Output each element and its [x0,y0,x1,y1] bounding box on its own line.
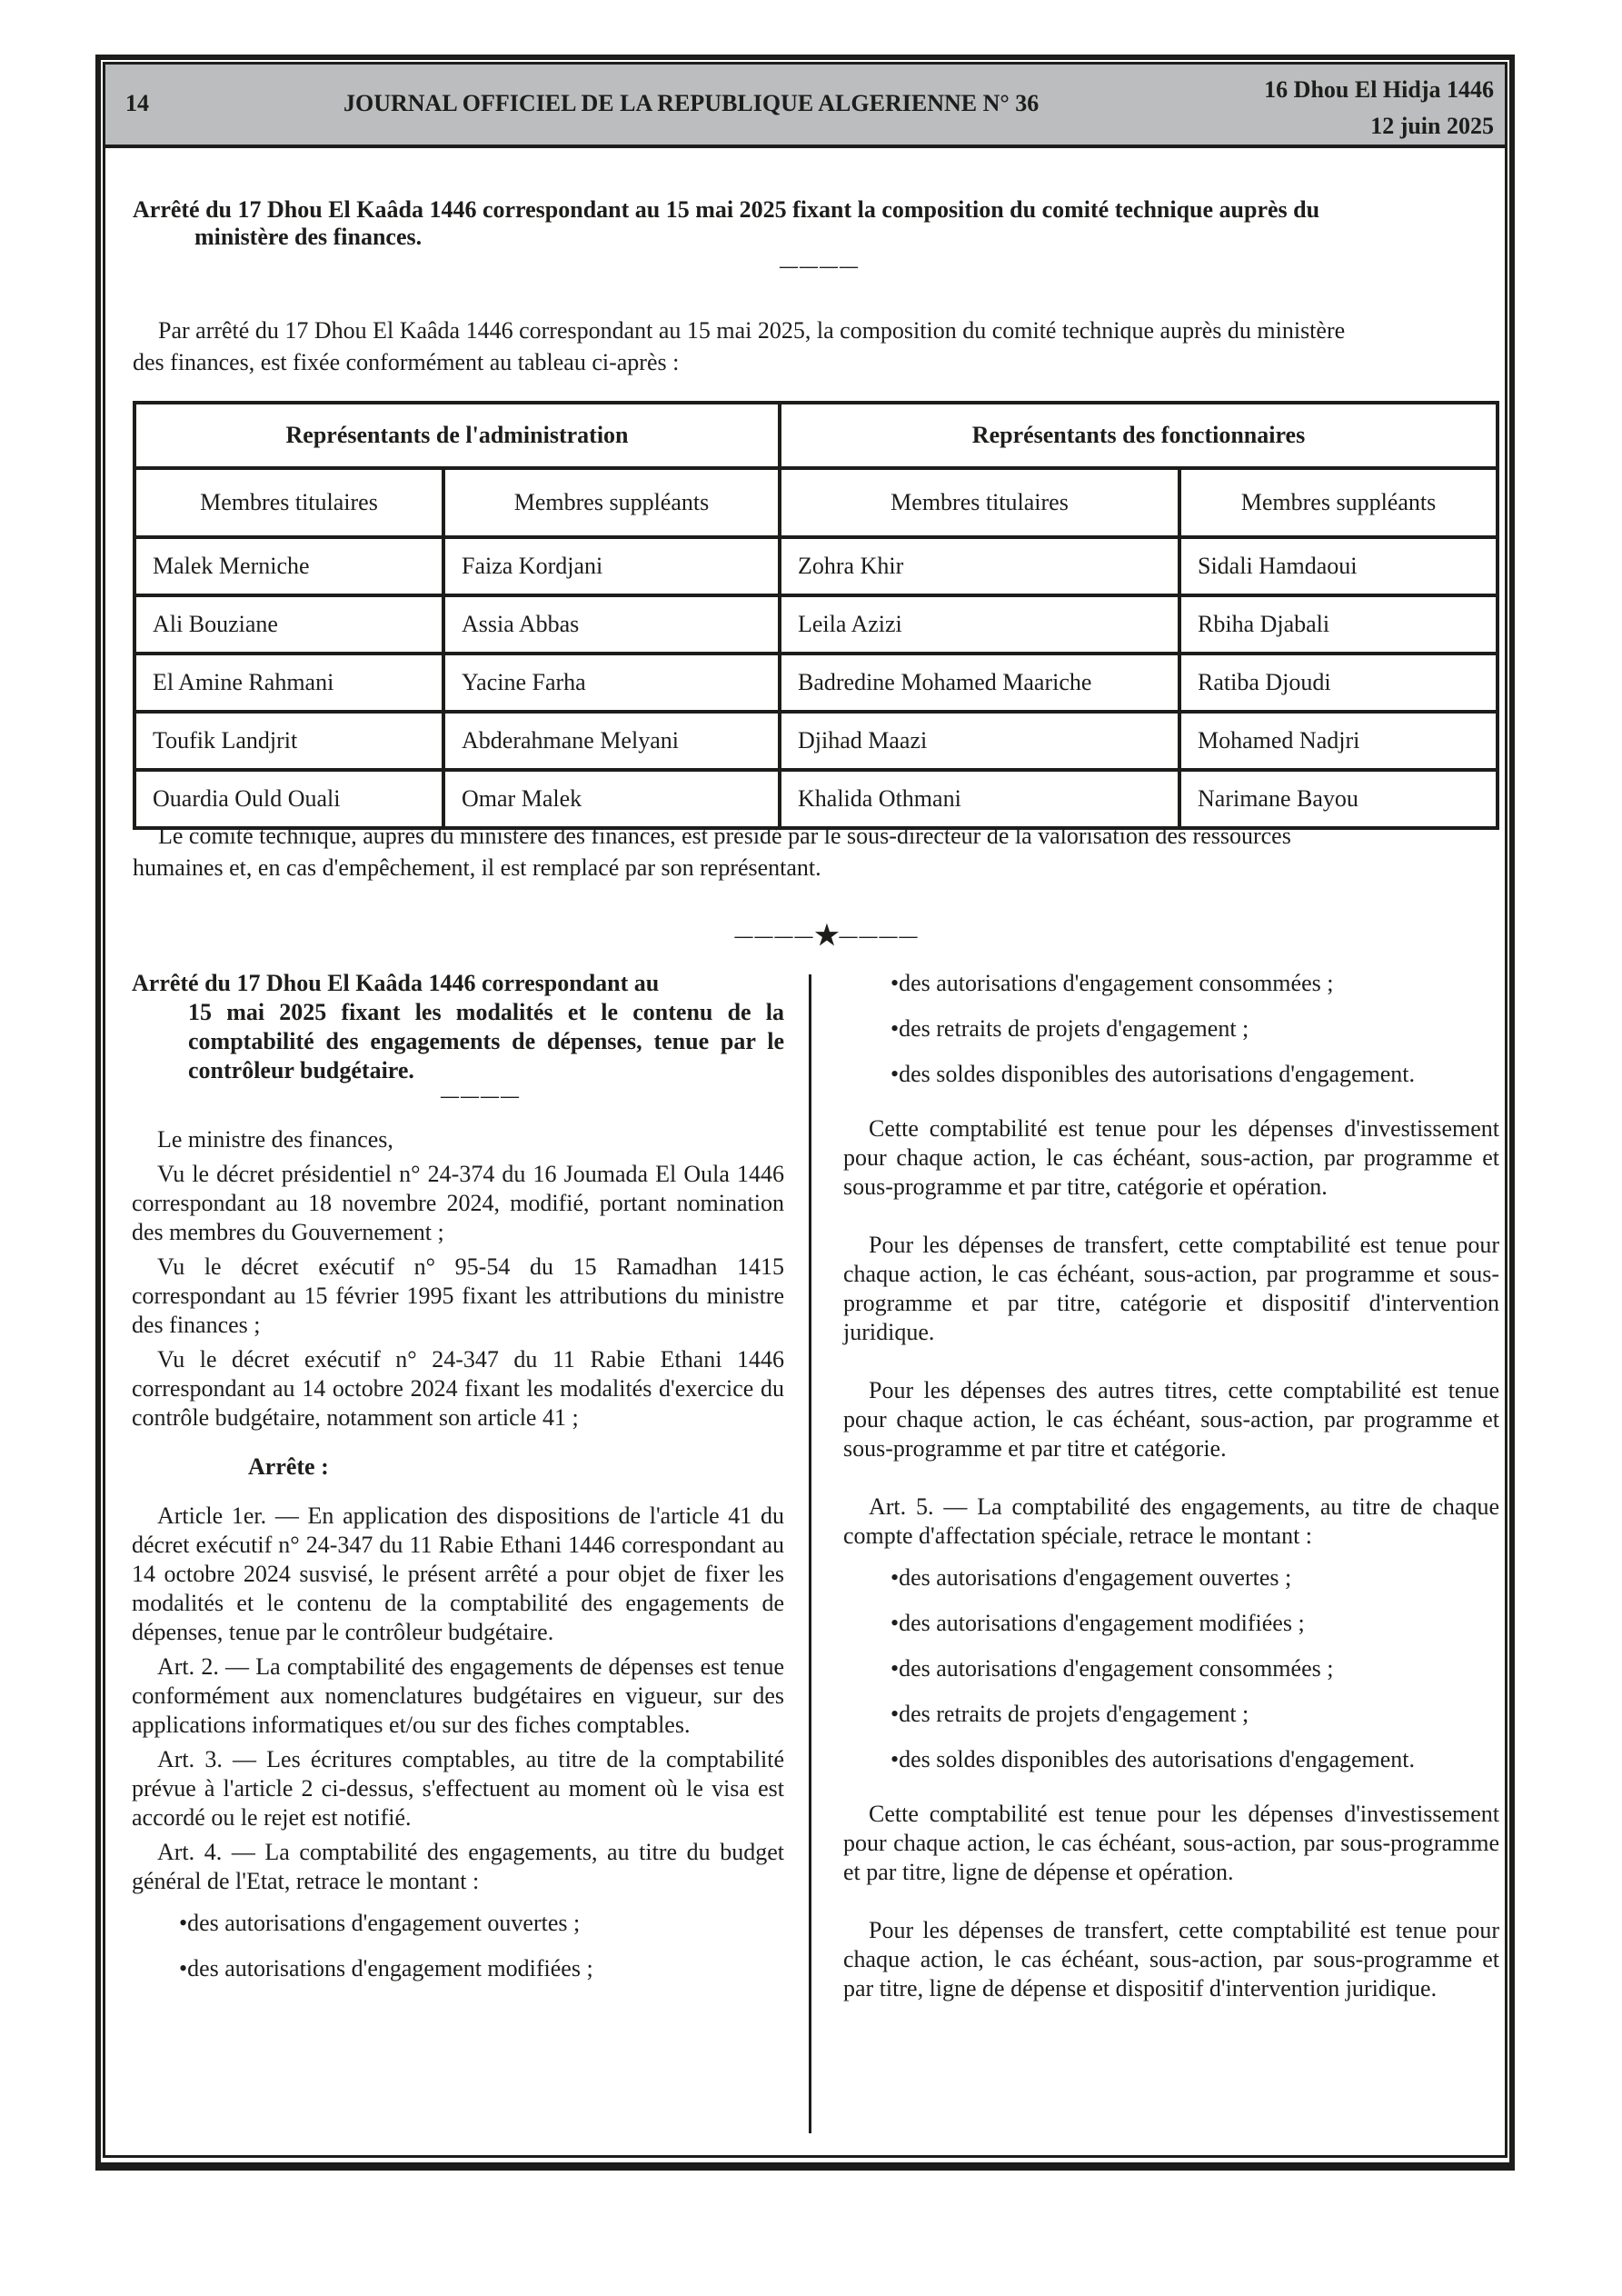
gregorian-date: 12 juin 2025 [1370,113,1494,139]
table-cell: Assia Abbas [443,595,780,654]
table-cell: Mohamed Nadjri [1179,712,1498,770]
table-cell: Leila Azizi [780,595,1179,654]
table-row [134,712,1498,770]
decree2-separator: ———— [441,1086,521,1106]
table-row [134,595,1498,654]
table-cell: Zohra Khir [780,537,1179,595]
subheader-fonct-suppleants: Membres suppléants [1179,468,1498,537]
paragraph-investissement: Cette comptabilité est tenue pour les dépenses d'investissement pour chaque action, le cas échéant, sous-action, par programme et sous-programme et par titre, catégorie et opération. [843,1115,1499,1200]
bullet-item: • des autorisations d'engagement ouvertes ; [132,1909,784,1938]
paragraph-autres-titres: Pour les dépenses des autres titres, cette comptabilité est tenue pour chaque action, le cas échéant, sous-action, par programme et sous-programme et par titre et catégorie. [843,1377,1499,1462]
decree1-title [133,196,1496,251]
article-1: Article 1er. — En application des dispositions de l'article 41 du décret exécutif n° 24-347 du 11 Rabie Ethani 1446 correspondant au 14 octobre 2024 susvisé, le présent arrêté a pour objet de fixer les modalités et le contenu de la comptabilité des engagements de dépenses, tenue par le contrôleur budgétaire. [132,1502,784,1645]
vu-paragraph-1: Vu le décret présidentiel n° 24-374 du 16 Joumada El Oula 1446 correspondant au 18 novembre 2024, modifié, portant nomination des membres du Gouvernement ; [132,1161,784,1245]
page-number: 14 [125,90,149,116]
table-cell: Yacine Farha [443,654,780,712]
table-cell: Rbiha Djabali [1179,595,1498,654]
decree2-title [132,969,784,1085]
subheader-admin-suppleants: Membres suppléants [443,468,780,537]
table-cell: Abderahmane Melyani [443,712,780,770]
table-cell: Djihad Maazi [780,712,1179,770]
table-cell: Faiza Kordjani [443,537,780,595]
bullet-item: • des autorisations d'engagement modifiées ; [132,1954,784,1983]
decree1-title-line1: Arrêté du 17 Dhou El Kaâda 1446 correspondant au 15 mai 2025 fixant la composition du comité technique auprès du [133,196,1320,223]
journal-header [105,65,1505,148]
decree1-title-line2: ministère des finances. [194,224,423,250]
vu-paragraph-3: Vu le décret exécutif n° 24-347 du 11 Rabie Ethani 1446 correspondant au 14 octobre 2024 fixant les modalités d'exercice du contrôle budgétaire, notamment son article 41 ; [132,1346,784,1431]
decree1-intro [133,314,1499,378]
table-cell: Omar Malek [443,770,780,828]
decree1-separator: ———— [780,256,860,276]
table-cell: El Amine Rahmani [134,654,443,712]
paragraph-cas-investissement: Cette comptabilité est tenue pour les dépenses d'investissement pour chaque action, le cas échéant, sous-action, par sous-programme et par titre, ligne de dépense et opération. [843,1801,1499,1885]
table-cell: Ratiba Djoudi [1179,654,1498,712]
decree1-closing [133,820,1499,883]
article-2: Art. 2. — La comptabilité des engagements de dépenses est tenue conformément aux nomenclatures budgétaires en vigueur, sur des applications informatiques et/ou sur des fiches comptables. [132,1653,784,1738]
table-cell: Badredine Mohamed Maariche [780,654,1179,712]
table-cell: Sidali Hamdaoui [1179,537,1498,595]
decree1-intro-line1: Par arrêté du 17 Dhou El Kaâda 1446 correspondant au 15 mai 2025, la composition du comité technique auprès du ministère [158,317,1346,344]
bullet-item: • des autorisations d'engagement modifiées ; [843,1609,1499,1638]
hijri-date: 16 Dhou El Hidja 1446 [1264,76,1494,103]
left-column [132,969,784,2000]
bullet-item: • des soldes disponibles des autorisations d'engagement. [843,1745,1499,1774]
subheader-fonct-titulaires: Membres titulaires [780,468,1179,537]
article-3: Art. 3. — Les écritures comptables, au titre de la comptabilité prévue à l'article 2 ci-dessus, s'effectuent au moment où le visa est accordé ou le rejet est notifié. [132,1746,784,1831]
paragraph-transfert: Pour les dépenses de transfert, cette comptabilité est tenue pour chaque action, le cas échéant, sous-action, par programme et sous-programme et par titre, catégorie et dispositif d'intervention juridique. [843,1232,1499,1345]
section-separator [709,920,945,952]
article-4: Art. 4. — La comptabilité des engagements, au titre du budget général de l'Etat, retrace le montant : [132,1839,784,1894]
header-administration: Représentants de l'administration [134,403,780,468]
separator-dashes-left: ———— [734,926,815,946]
table-row [134,654,1498,712]
right-column [843,969,1499,2009]
journal-title: JOURNAL OFFICIEL DE LA REPUBLIQUE ALGERIENNE N° 36 [343,90,1040,116]
minister-line: Le ministre des finances, [157,1126,393,1153]
table-row [134,537,1498,595]
star-icon: ★ [814,921,840,951]
subheader-admin-titulaires: Membres titulaires [134,468,443,537]
arrete-heading: Arrête : [248,1453,329,1480]
decree2-title-first: Arrêté du 17 Dhou El Kaâda 1446 correspondant au [132,970,660,996]
issue-dates [1264,72,1494,145]
table-group-header-row [134,403,1498,468]
decree1-closing-line2: humaines et, en cas d'empêchement, il est remplacé par son représentant. [133,854,821,881]
decree1-intro-line2: des finances, est fixée conformément au tableau ci-après : [133,349,680,375]
table-cell: Ouardia Ould Ouali [134,770,443,828]
table-cell: Malek Merniche [134,537,443,595]
bullet-item: • des soldes disponibles des autorisations d'engagement. [843,1060,1499,1089]
table-cell: Ali Bouziane [134,595,443,654]
bullet-item: • des retraits de projets d'engagement ; [843,1700,1499,1729]
table-cell: Narimane Bayou [1179,770,1498,828]
paragraph-cas-transfert: Pour les dépenses de transfert, cette comptabilité est tenue pour chaque action, le cas échéant, sous-action, par sous-programme et par titre, ligne de dépense et dispositif d'intervention juridique. [843,1917,1499,2002]
decree2-title-rest: 15 mai 2025 fixant les modalités et le contenu de la comptabilité des engagements de dépenses, tenue par le contrôleur budgétaire. [188,999,784,1083]
table-sub-header-row [134,468,1498,537]
decree1-closing-line1: Le comité technique, auprès du ministère des finances, est présidé par le sous-directeur de la valorisation des ressources [158,823,1291,849]
vu-paragraph-2: Vu le décret exécutif n° 95-54 du 15 Ramadhan 1415 correspondant au 15 février 1995 fixant les attributions du ministre des finances ; [132,1253,784,1338]
bullet-item: • des autorisations d'engagement consommées ; [843,1654,1499,1683]
table-cell: Khalida Othmani [780,770,1179,828]
table-cell: Toufik Landjrit [134,712,443,770]
bullet-item: • des retraits de projets d'engagement ; [843,1014,1499,1043]
committee-table [133,401,1499,830]
separator-dashes-right: ———— [839,926,920,946]
bullet-item: • des autorisations d'engagement consommées ; [843,969,1499,998]
header-fonctionnaires: Représentants des fonctionnaires [780,403,1498,468]
article-5: Art. 5. — La comptabilité des engagements, au titre de chaque compte d'affectation spéciale, retrace le montant : [843,1493,1499,1549]
bullet-item: • des autorisations d'engagement ouvertes ; [843,1563,1499,1592]
column-divider [809,974,811,2133]
